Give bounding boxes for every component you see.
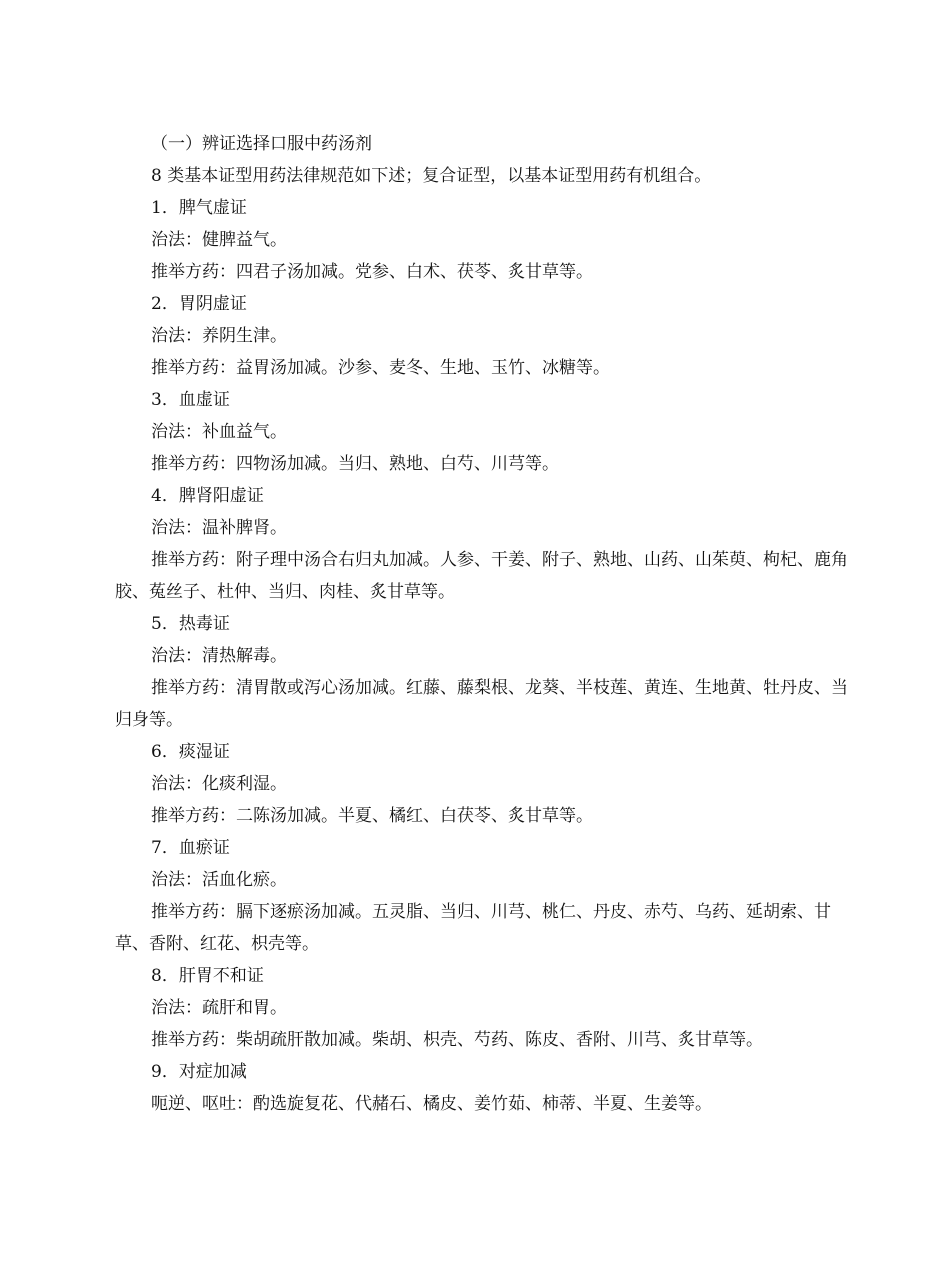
prescription: 推举方药：清胃散或泻心汤加减。红藤、藤梨根、龙葵、半枝莲、黄连、生地黄、牡丹皮、当归身等。 <box>115 678 848 730</box>
prescription: 推举方药：四君子汤加减。党参、白术、茯苓、炙甘草等。 <box>151 262 593 282</box>
syndrome-7 <box>115 832 855 960</box>
treatment-method: 治法：补血益气。 <box>151 422 287 442</box>
syndrome-title: 2．胃阴虚证 <box>151 294 247 314</box>
syndrome-title: 3．血虚证 <box>151 390 230 410</box>
section-heading: （一）辨证选择口服中药汤剂 <box>151 134 372 154</box>
prescription: 推举方药：益胃汤加减。沙参、麦冬、生地、玉竹、冰糖等。 <box>151 358 610 378</box>
treatment-method: 治法：温补脾肾。 <box>151 518 287 538</box>
syndrome-1 <box>115 192 855 288</box>
prescription: 推举方药：膈下逐瘀汤加减。五灵脂、当归、川芎、桃仁、丹皮、赤芍、乌药、延胡索、甘草、香附、红花、枳壳等。 <box>115 902 831 954</box>
syndrome-title: 5．热毒证 <box>151 614 230 634</box>
prescription: 推举方药：附子理中汤合右归丸加减。人参、干姜、附子、熟地、山药、山茱萸、枸杞、鹿角胶、菟丝子、杜仲、当归、肉桂、炙甘草等。 <box>115 550 848 602</box>
prescription: 推举方药：柴胡疏肝散加减。柴胡、枳壳、芍药、陈皮、香附、川芎、炙甘草等。 <box>151 1030 763 1050</box>
syndrome-title: 4．脾肾阳虚证 <box>151 486 264 506</box>
syndrome-3 <box>115 384 855 480</box>
treatment-method: 治法：健脾益气。 <box>151 230 287 250</box>
treatment-method: 治法：活血化瘀。 <box>151 870 287 890</box>
syndrome-4 <box>115 480 855 608</box>
symptom-adjustment-section <box>115 1056 855 1120</box>
prescription: 推举方药：二陈汤加减。半夏、橘红、白茯苓、炙甘草等。 <box>151 806 593 826</box>
symptom-section-title: 9．对症加减 <box>151 1062 247 1082</box>
prescription: 推举方药：四物汤加减。当归、熟地、白芍、川芎等。 <box>151 454 559 474</box>
syndrome-title: 6．痰湿证 <box>151 742 230 762</box>
treatment-method: 治法：疏肝和胃。 <box>151 998 287 1018</box>
symptom-item: 呃逆、呕吐：酌选旋复花、代赭石、橘皮、姜竹茹、柿蒂、半夏、生姜等。 <box>151 1094 712 1114</box>
syndrome-title: 1．脾气虚证 <box>151 198 247 218</box>
treatment-method: 治法：化痰利湿。 <box>151 774 287 794</box>
syndrome-title: 8．肝胃不和证 <box>151 966 264 986</box>
syndrome-2 <box>115 288 855 384</box>
treatment-method: 治法：清热解毒。 <box>151 646 287 666</box>
syndrome-5 <box>115 608 855 736</box>
intro-paragraph: 8 类基本证型用药法律规范如下述；复合证型，以基本证型用药有机组合。 <box>151 166 712 186</box>
syndrome-8 <box>115 960 855 1056</box>
document-body <box>115 128 855 1120</box>
syndrome-6 <box>115 736 855 832</box>
syndrome-title: 7．血瘀证 <box>151 838 230 858</box>
treatment-method: 治法：养阴生津。 <box>151 326 287 346</box>
